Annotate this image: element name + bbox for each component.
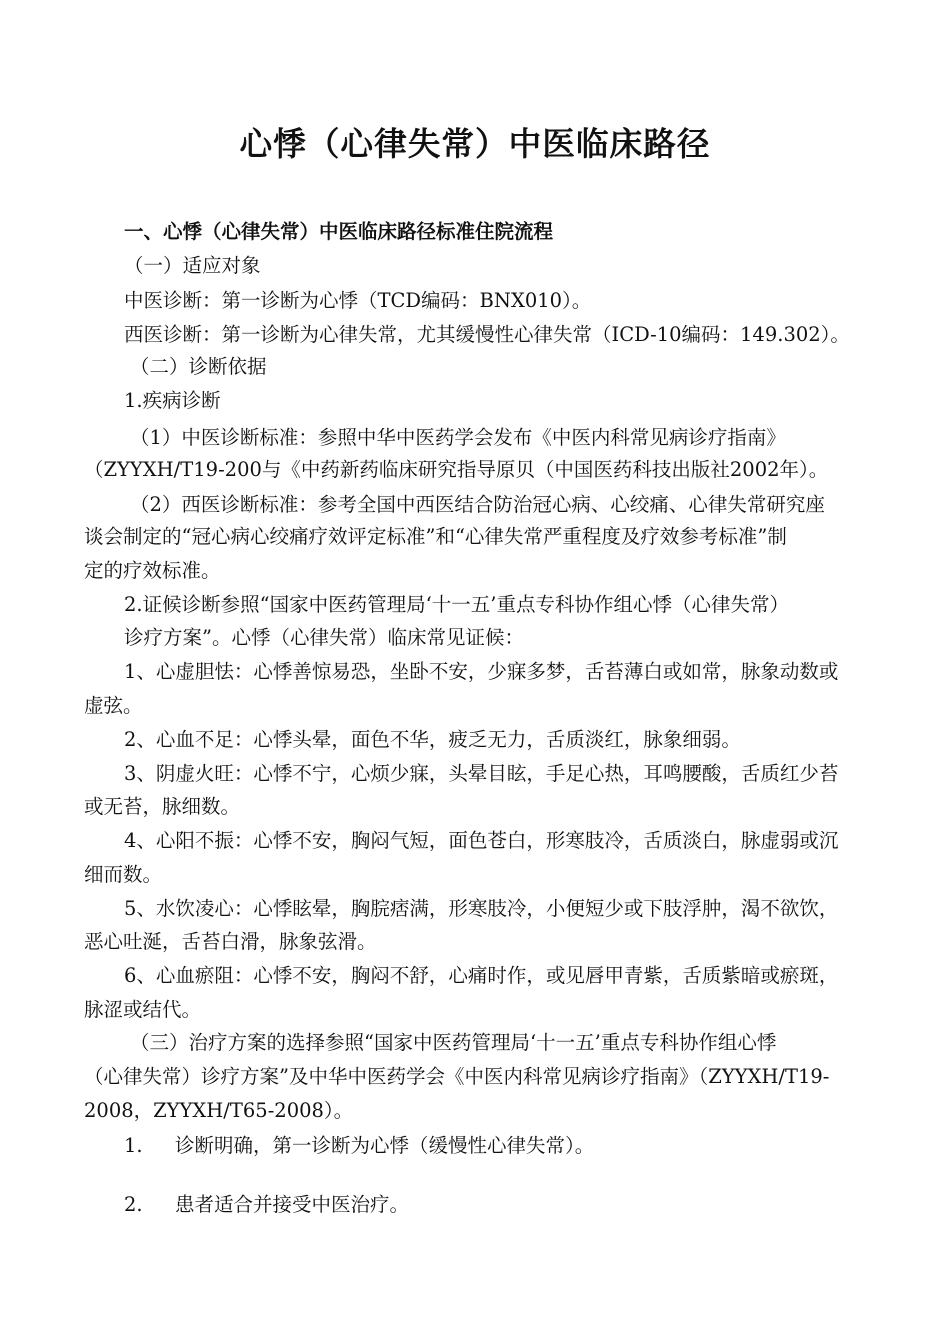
section-heading: 一、心悸（心律失常）中医临床路径标准住院流程 bbox=[124, 220, 554, 243]
western-standard-line: 定的疗效标准。 bbox=[84, 559, 221, 582]
tcm-standard-line: （1）中医诊断标准：参照中华中医药学会发布《中医内科常见病诊疗指南》 bbox=[130, 426, 786, 449]
syndrome-intro-line: 诊疗方案”。心悸（心律失常）临床常见证候： bbox=[124, 626, 524, 649]
treatment-plan-line: （心律失常）诊疗方案”及中华中医药学会《中医内科常见病诊疗指南》（ZYYXH/T19- bbox=[84, 1065, 830, 1088]
treatment-plan-line: 2008，ZYYXH/T65-2008）。 bbox=[84, 1099, 354, 1122]
document-title: 心悸（心律失常）中医临床路径 bbox=[239, 125, 711, 163]
treatment-item bbox=[124, 1131, 594, 1161]
subsection-label-diagnosis-basis: （二）诊断依据 bbox=[130, 355, 267, 378]
subsection-label-applicable-subject: （一）适应对象 bbox=[124, 254, 261, 277]
syndrome-intro-line: 2.证候诊断参照“国家中医药管理局‘十一五’重点专科协作组心悸（心律失常） bbox=[124, 593, 789, 616]
tcm-diagnosis: 中医诊断：第一诊断为心悸（TCD编码：BNX010）。 bbox=[124, 289, 592, 312]
syndrome-item-continuation: 虚弦。 bbox=[84, 694, 143, 717]
treatment-plan-line: （三）治疗方案的选择参照“国家中医药管理局‘十一五’重点专科协作组心悸 bbox=[130, 1031, 777, 1054]
treatment-item bbox=[124, 1190, 409, 1220]
treatment-item-number: 2. bbox=[124, 1193, 143, 1216]
western-standard-line: 谈会制定的“冠心病心绞痛疗效评定标准”和“心律失常严重程度及疗效参考标准”制 bbox=[84, 525, 787, 548]
western-diagnosis: 西医诊断：第一诊断为心律失常，尤其缓慢性心律失常（ICD-10编码：149.302）。 bbox=[124, 323, 850, 346]
syndrome-item-continuation: 细而数。 bbox=[84, 863, 163, 886]
syndrome-item: 5、水饮凌心：心悸眩晕，胸脘痞满，形寒肢冷，小便短少或下肢浮肿，渴不欲饮， bbox=[124, 897, 839, 920]
syndrome-item-continuation: 恶心吐涎，舌苔白滑，脉象弦滑。 bbox=[84, 930, 377, 953]
treatment-item-number: 1. bbox=[124, 1134, 143, 1157]
syndrome-item-continuation: 脉涩或结代。 bbox=[84, 998, 202, 1021]
syndrome-item: 3、阴虚火旺：心悸不宁，心烦少寐，头晕目眩，手足心热，耳鸣腰酸，舌质红少苔 bbox=[124, 762, 839, 785]
treatment-item-text: 诊断明确，第一诊断为心悸（缓慢性心律失常）。 bbox=[175, 1134, 595, 1157]
syndrome-item: 1、心虚胆怯：心悸善惊易恐，坐卧不安，少寐多梦，舌苔薄白或如常，脉象动数或 bbox=[124, 660, 839, 683]
syndrome-item: 6、心血瘀阻：心悸不安，胸闷不舒，心痛时作，或见唇甲青紫，舌质紫暗或瘀斑， bbox=[124, 964, 839, 987]
syndrome-item: 4、心阳不振：心悸不安，胸闷气短，面色苍白，形寒肢冷，舌质淡白，脉虚弱或沉 bbox=[124, 829, 839, 852]
disease-diagnosis-label: 1.疾病诊断 bbox=[124, 389, 221, 412]
tcm-standard-line: （ZYYXH/T19-200与《中药新药临床研究指导原贝（中国医药科技出版社2002年）。 bbox=[84, 458, 829, 481]
syndrome-item: 2、心血不足：心悸头晕，面色不华，疲乏无力，舌质淡红，脉象细弱。 bbox=[124, 728, 741, 751]
treatment-item-text: 患者适合并接受中医治疗。 bbox=[175, 1193, 410, 1216]
western-standard-line: （2）西医诊断标准：参考全国中西医结合防治冠心病、心绞痛、心律失常研究座 bbox=[130, 493, 825, 516]
syndrome-item-continuation: 或无苔，脉细数。 bbox=[84, 795, 241, 818]
